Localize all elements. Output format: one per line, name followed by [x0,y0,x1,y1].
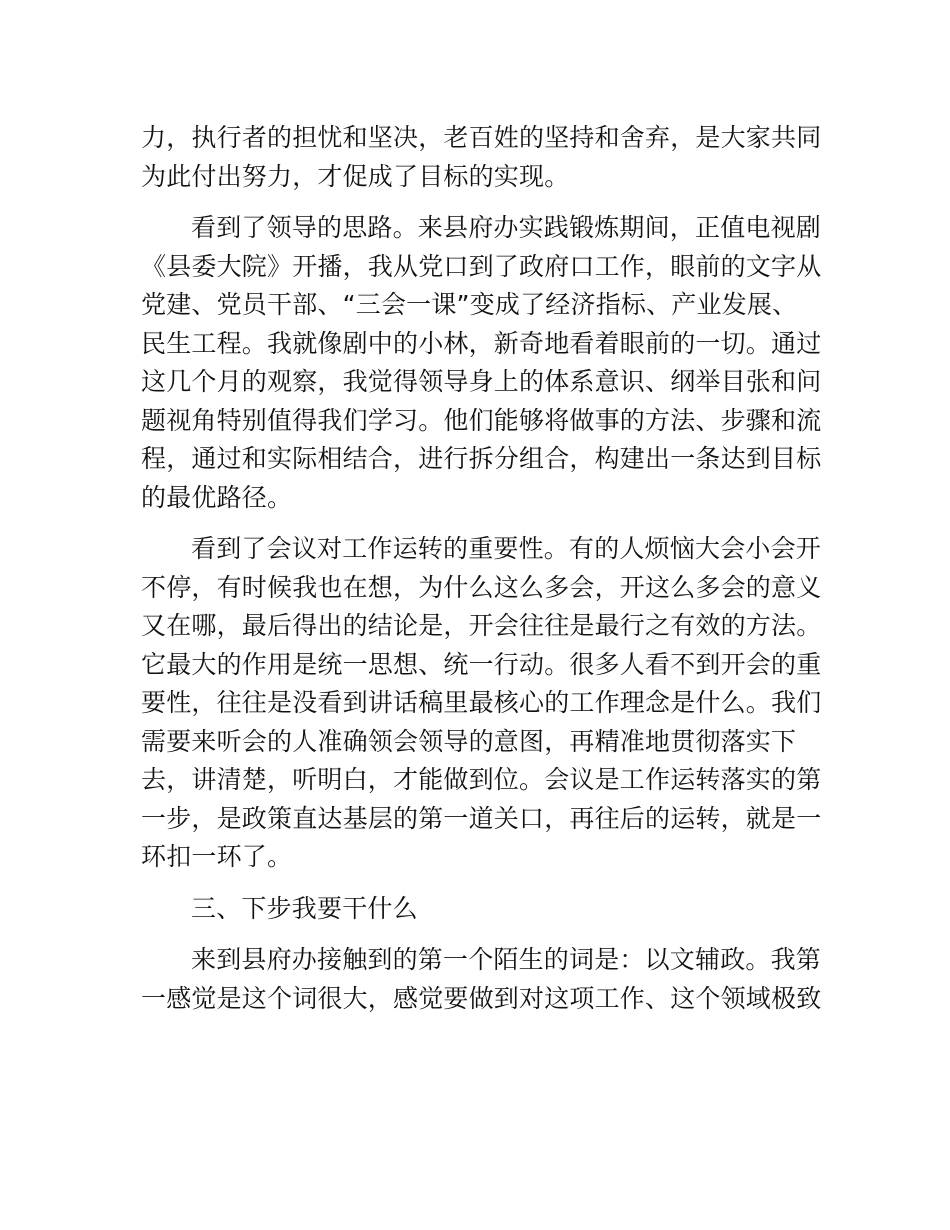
text-line: 要性，往往是没看到讲话稿里最核心的工作理念是什么。我们 [141,688,822,717]
document-body [141,119,822,1018]
text-line: 题视角特别值得我们学习。他们能够将做事的方法、步骤和流 [141,405,822,435]
text-line: 看到了领导的思路。来县府办实践锻炼期间，正值电视剧 [191,213,822,242]
text-line: 民生工程。我就像剧中的小林，新奇地看着眼前的一切。通过 [141,328,822,358]
text-line: 这几个月的观察，我觉得领导身上的体系意识、纲举目张和问 [141,367,822,396]
text-line: 《县委大院》开播，我从党口到了政府口工作，眼前的文字从 [141,251,822,281]
text-line: 一感觉是这个词很大，感觉要做到对这项工作、这个领域极致 [141,983,822,1013]
heading-text: 三、下步我要干什么 [191,893,418,923]
text-line: 看到了会议对工作运转的重要性。有的人烦恼大会小会开 [191,534,822,563]
text-line: 环扣一环了。 [141,842,293,871]
text-line: 需要来听会的人准确领会领导的意图，再精准地贯彻落实下 [141,726,797,756]
text-line: 党建、党员干部、“三会一课”变成了经济指标、产业发展、 [141,290,798,319]
section-heading [141,890,816,929]
text-line: 的最优路径。 [141,482,293,512]
text-line: 又在哪，最后得出的结论是，开会往往是最行之有效的方法。 [141,611,822,640]
paragraph-writing-support [141,941,822,1018]
text-line: 力，执行者的担忧和坚决，老百姓的坚持和舍弃，是大家共同 [141,123,822,152]
paragraph-leadership-thinking [141,209,822,517]
text-line: 不停，有时候我也在想，为什么这么多会，开这么多会的意义 [141,572,822,602]
text-line: 为此付出努力，才促成了目标的实现。 [141,161,570,191]
paragraph-continuation [141,119,822,196]
text-line: 一步，是政策直达基层的第一道关口，再往后的运转，就是一 [141,803,822,833]
paragraph-meetings [141,530,822,877]
text-line: 它最大的作用是统一思想、统一行动。很多人看不到开会的重 [141,649,822,679]
text-line: 程，通过和实际相结合，进行拆分组合，构建出一条达到目标 [141,444,822,473]
text-line: 去，讲清楚，听明白，才能做到位。会议是工作运转落实的第 [141,765,822,794]
text-line: 来到县府办接触到的第一个陌生的词是：以文辅政。我第 [191,945,822,974]
